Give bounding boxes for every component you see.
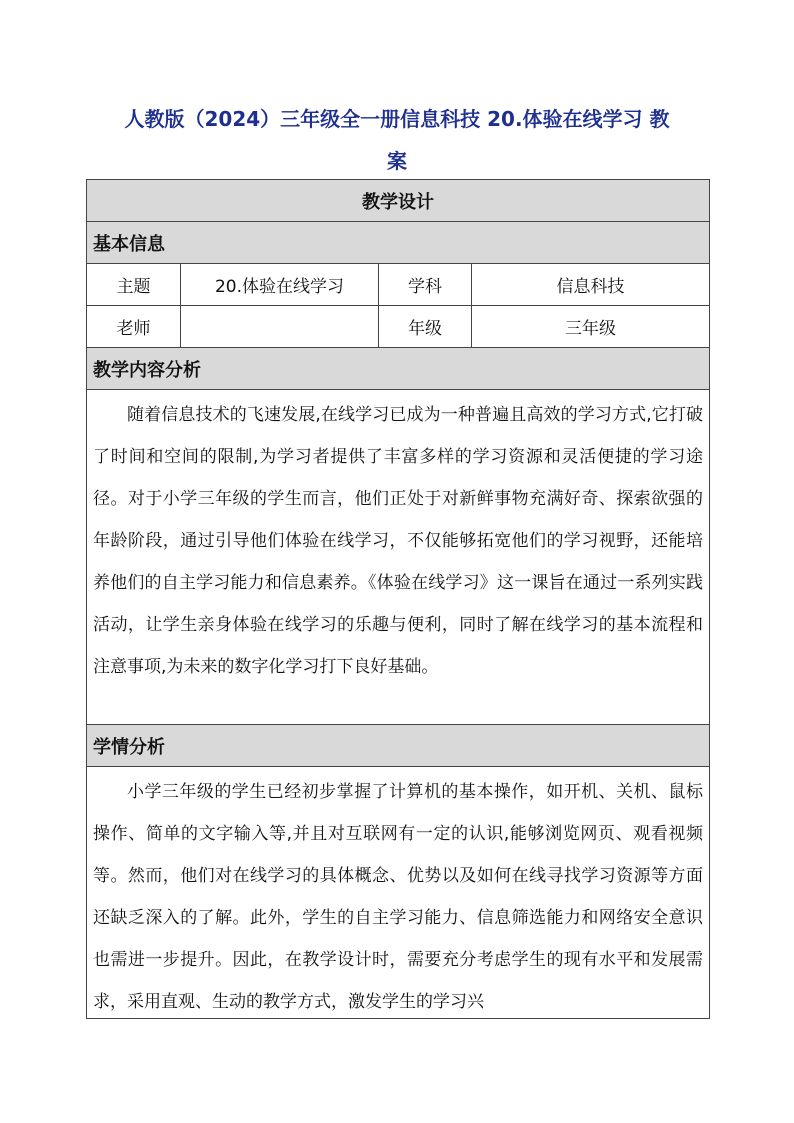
learner-analysis-section-row: [87, 725, 710, 767]
grade-value: 三年级: [472, 306, 710, 348]
content-analysis-text: 随着信息技术的飞速发展,在线学习已成为一种普遍且高效的学习方式,它打破了时间和空间的限制,为学习者提供了丰富多样的学习资源和灵活便捷的学习途径。对于小学三年级的学生而言，他们正处于对新鲜事物充满好奇、探索欲强的年龄阶段，通过引导他们体验在线学习，不仅能够拓宽他们的学习视野，还能培养他们的自主学习能力和信息素养。《体验在线学习》这一课旨在通过一系列实践活动，让学生亲身体验在线学习的乐趣与便利，同时了解在线学习的基本流程和注意事项,为未来的数字化学习打下良好基础。: [87, 390, 710, 725]
topic-value: 20.体验在线学习: [181, 264, 379, 306]
learner-analysis-text: 小学三年级的学生已经初步掌握了计算机的基本操作，如开机、关机、鼠标操作、简单的文字输入等,并且对互联网有一定的认识,能够浏览网页、观看视频等。然而，他们对在线学习的具体概念、优势以及如何在线寻找学习资源等方面还缺乏深入的了解。此外，学生的自主学习能力、信息筛选能力和网络安全意识也需进一步提升。因此，在教学设计时，需要充分考虑学生的现有水平和发展需求，采用直观、生动的教学方式，激发学生的学习兴: [93, 782, 703, 1012]
lesson-plan-table: [86, 179, 710, 1019]
learner-analysis-cell: [87, 767, 710, 1019]
document-title-continued: 案: [387, 149, 407, 173]
table-header-row: [87, 180, 710, 222]
subject-label: 学科: [379, 264, 472, 306]
subject-value: 信息科技: [472, 264, 710, 306]
content-analysis-body-row: [87, 390, 710, 725]
grade-label: 年级: [379, 306, 472, 348]
learner-analysis-body-row: [87, 767, 710, 1019]
topic-label: 主题: [87, 264, 181, 306]
table-header: 教学设计: [87, 180, 710, 222]
teacher-label: 老师: [87, 306, 181, 348]
content-analysis-section-row: [87, 348, 710, 390]
document-title: 人教版（2024）三年级全一册信息科技 20.体验在线学习 教: [124, 107, 670, 131]
teacher-value: [181, 306, 379, 348]
content-analysis-heading: 教学内容分析: [87, 348, 710, 390]
teacher-grade-row: [87, 306, 710, 348]
basic-info-heading: 基本信息: [87, 222, 710, 264]
topic-subject-row: [87, 264, 710, 306]
basic-info-section-row: [87, 222, 710, 264]
learner-analysis-heading: 学情分析: [87, 725, 710, 767]
